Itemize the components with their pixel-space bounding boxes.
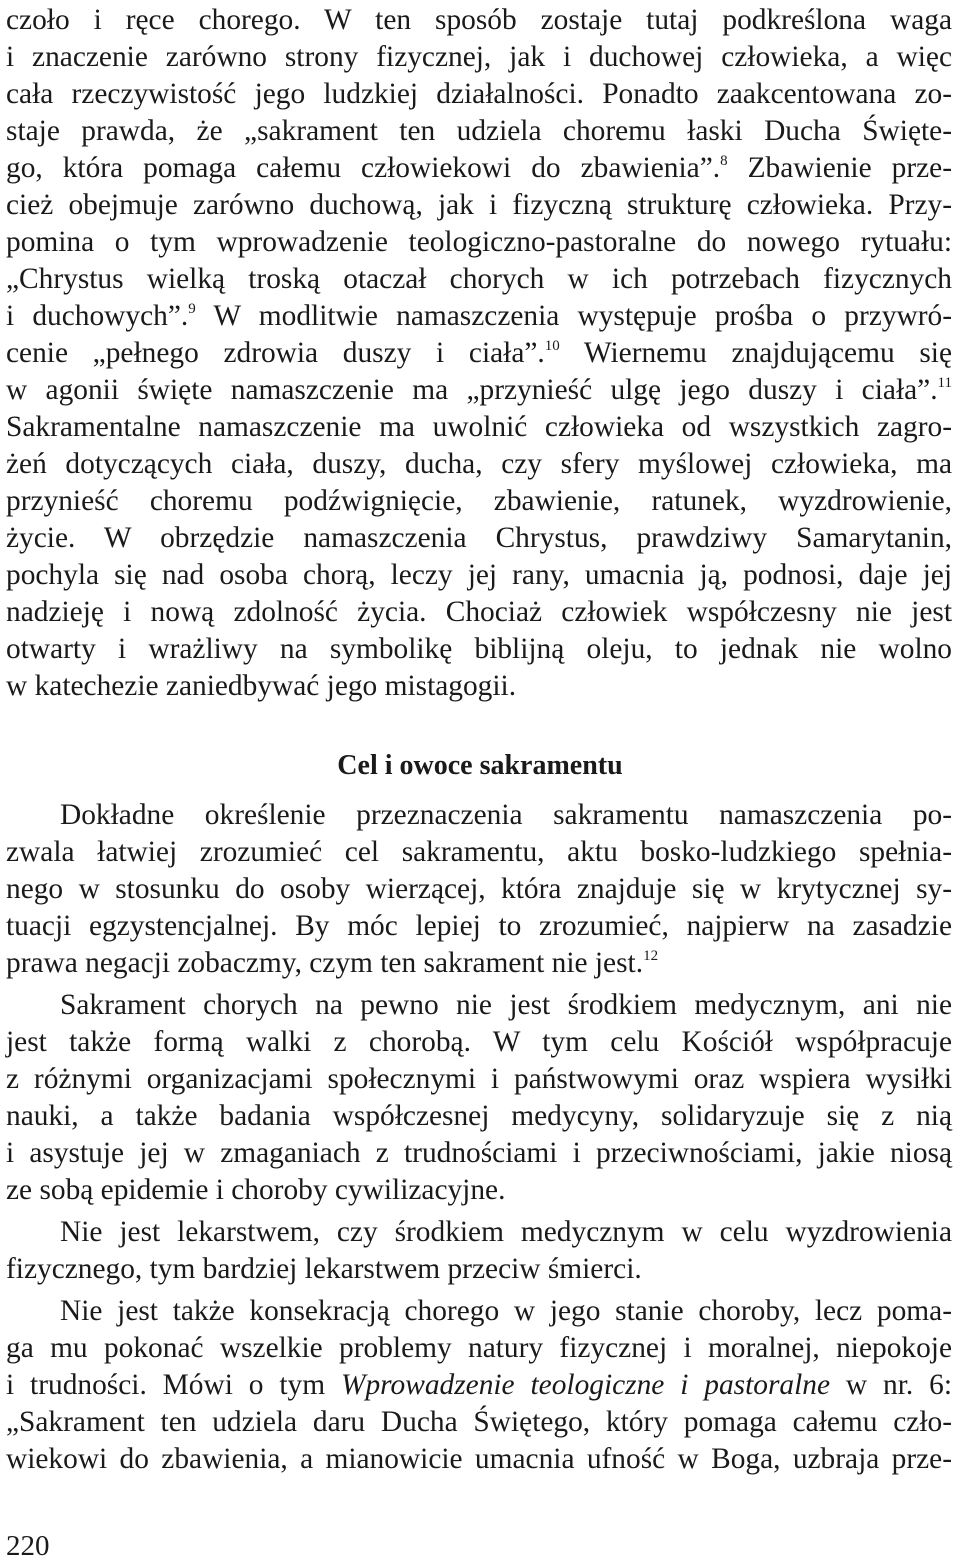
text-line: żeń dotyczących ciała, duszy, ducha, czy sfery myślowej człowieka, ma [6, 448, 952, 480]
footnote-marker: 9 [188, 301, 196, 317]
text-line: tuacji egzystencjalnej. By móc lepiej to zrozumieć, najpierw na zasadzie [6, 910, 952, 942]
text-line: jest także formą walki z chorobą. W tym celu Kościół współpracuje [6, 1026, 952, 1058]
footnote-marker: 12 [643, 948, 659, 964]
text-line: otwarty i wrażliwy na symbolikę biblijną oleju, to jednak nie wolno [6, 633, 952, 665]
text-line: wiekowi do zbawienia, a mianowicie umacnia ufność w Boga, uzbraja prze- [6, 1443, 952, 1475]
text-line: staje prawda, że „sakrament ten udziela choremu łaski Ducha Święte- [6, 115, 952, 147]
text-line: nego w stosunku do osoby wierzącej, która znajduje się w krytycznej sy- [6, 873, 952, 905]
text-line: z różnymi organizacjami społecznymi i państwowymi oraz wspiera wysiłki [6, 1063, 952, 1095]
text-line: przynieść choremu podźwignięcie, zbawienie, ratunek, wyzdrowienie, [6, 485, 952, 517]
text-line: w agonii święte namaszczenie ma „przynieść ulgę jego duszy i ciała”.$^{11}$ [6, 374, 952, 406]
text-line: zwala łatwiej zrozumieć cel sakramentu, aktu bosko-ludzkiego spełnia- [6, 836, 952, 868]
text-line: pomina o tym wprowadzenie teologiczno-pastoralne do nowego rytuału: [6, 226, 952, 258]
footnote-marker: 10 [544, 338, 560, 354]
text-line: nadzieję i nową zdolność życia. Chociaż człowiek współczesny nie jest [6, 596, 952, 628]
text-line: życie. W obrzędzie namaszczenia Chrystus, prawdziwy Samarytanin, [6, 522, 952, 554]
text-line: i asystuje jej w zmaganiach z trudnościami i przeciwnościami, jakie niosą [6, 1137, 952, 1169]
text-line: i duchowych”.$^9$ W modlitwie namaszczenia występuje prośba o przywró- [6, 300, 952, 332]
page-number: 220 [6, 1530, 50, 1562]
text-line: Sakramentalne namaszczenie ma uwolnić człowieka od wszystkich zagro- [6, 411, 952, 443]
text-line: Nie jest lekarstwem, czy środkiem medycznym w celu wyzdrowienia [60, 1216, 952, 1248]
text-line: cenie „pełnego zdrowia duszy i ciała”.$^{10}$ Wiernemu znajdującemu się [6, 337, 952, 369]
footnote-marker: 11 [937, 375, 952, 391]
text-line: i trudności. Mówi o tym Wprowadzenie teologiczne i pastoralne w nr. 6: [6, 1369, 953, 1401]
text-line: ga mu pokonać wszelkie problemy natury fizycznej i moralnej, niepokoje [6, 1332, 952, 1364]
text-line: „Sakrament ten udziela daru Ducha Świętego, który pomaga całemu czło- [6, 1406, 952, 1438]
document-title-italic: Wprowadzenie teologiczne i pastoralne [341, 1369, 831, 1401]
text-line: Dokładne określenie przeznaczenia sakramentu namaszczenia po- [60, 799, 952, 831]
section-heading: Cel i owoce sakramentu [337, 750, 623, 781]
text-line: cież obejmuje zarówno duchową, jak i fizyczną strukturę człowieka. Przy- [6, 189, 952, 221]
footnote-marker: 8 [720, 153, 728, 169]
text-line: prawa negacji zobaczmy, czym ten sakrament nie jest.$^{12}$ [6, 947, 659, 979]
text-line: w katechezie zaniedbywać jego mistagogii. [6, 670, 517, 702]
text-line: Sakrament chorych na pewno nie jest środkiem medycznym, ani nie [60, 989, 952, 1021]
text-line: cała rzeczywistość jego ludzkiej działalności. Ponadto zaakcentowana zo- [6, 78, 952, 110]
text-line: pochyla się nad osoba chorą, leczy jej rany, umacnia ją, podnosi, daje jej [6, 559, 952, 591]
text-line: go, która pomaga całemu człowiekowi do zbawienia”.$^8$ Zbawienie prze- [6, 152, 953, 184]
text-line: ze sobą epidemie i choroby cywilizacyjne. [6, 1174, 506, 1206]
text-line: Nie jest także konsekracją chorego w jego stanie choroby, lecz poma- [60, 1295, 952, 1327]
text-line: czoło i ręce chorego. W ten sposób zostaje tutaj podkreślona waga [6, 4, 952, 36]
text-line: fizycznego, tym bardziej lekarstwem przeciw śmierci. [6, 1253, 642, 1285]
text-line: „Chrystus wielką troską otaczał chorych w ich potrzebach fizycznych [6, 263, 952, 295]
text-line: nauki, a także badania współczesnej medycyny, solidaryzuje się z nią [6, 1100, 952, 1132]
text-line: i znaczenie zarówno strony fizycznej, jak i duchowej człowieka, a więc [6, 41, 952, 73]
